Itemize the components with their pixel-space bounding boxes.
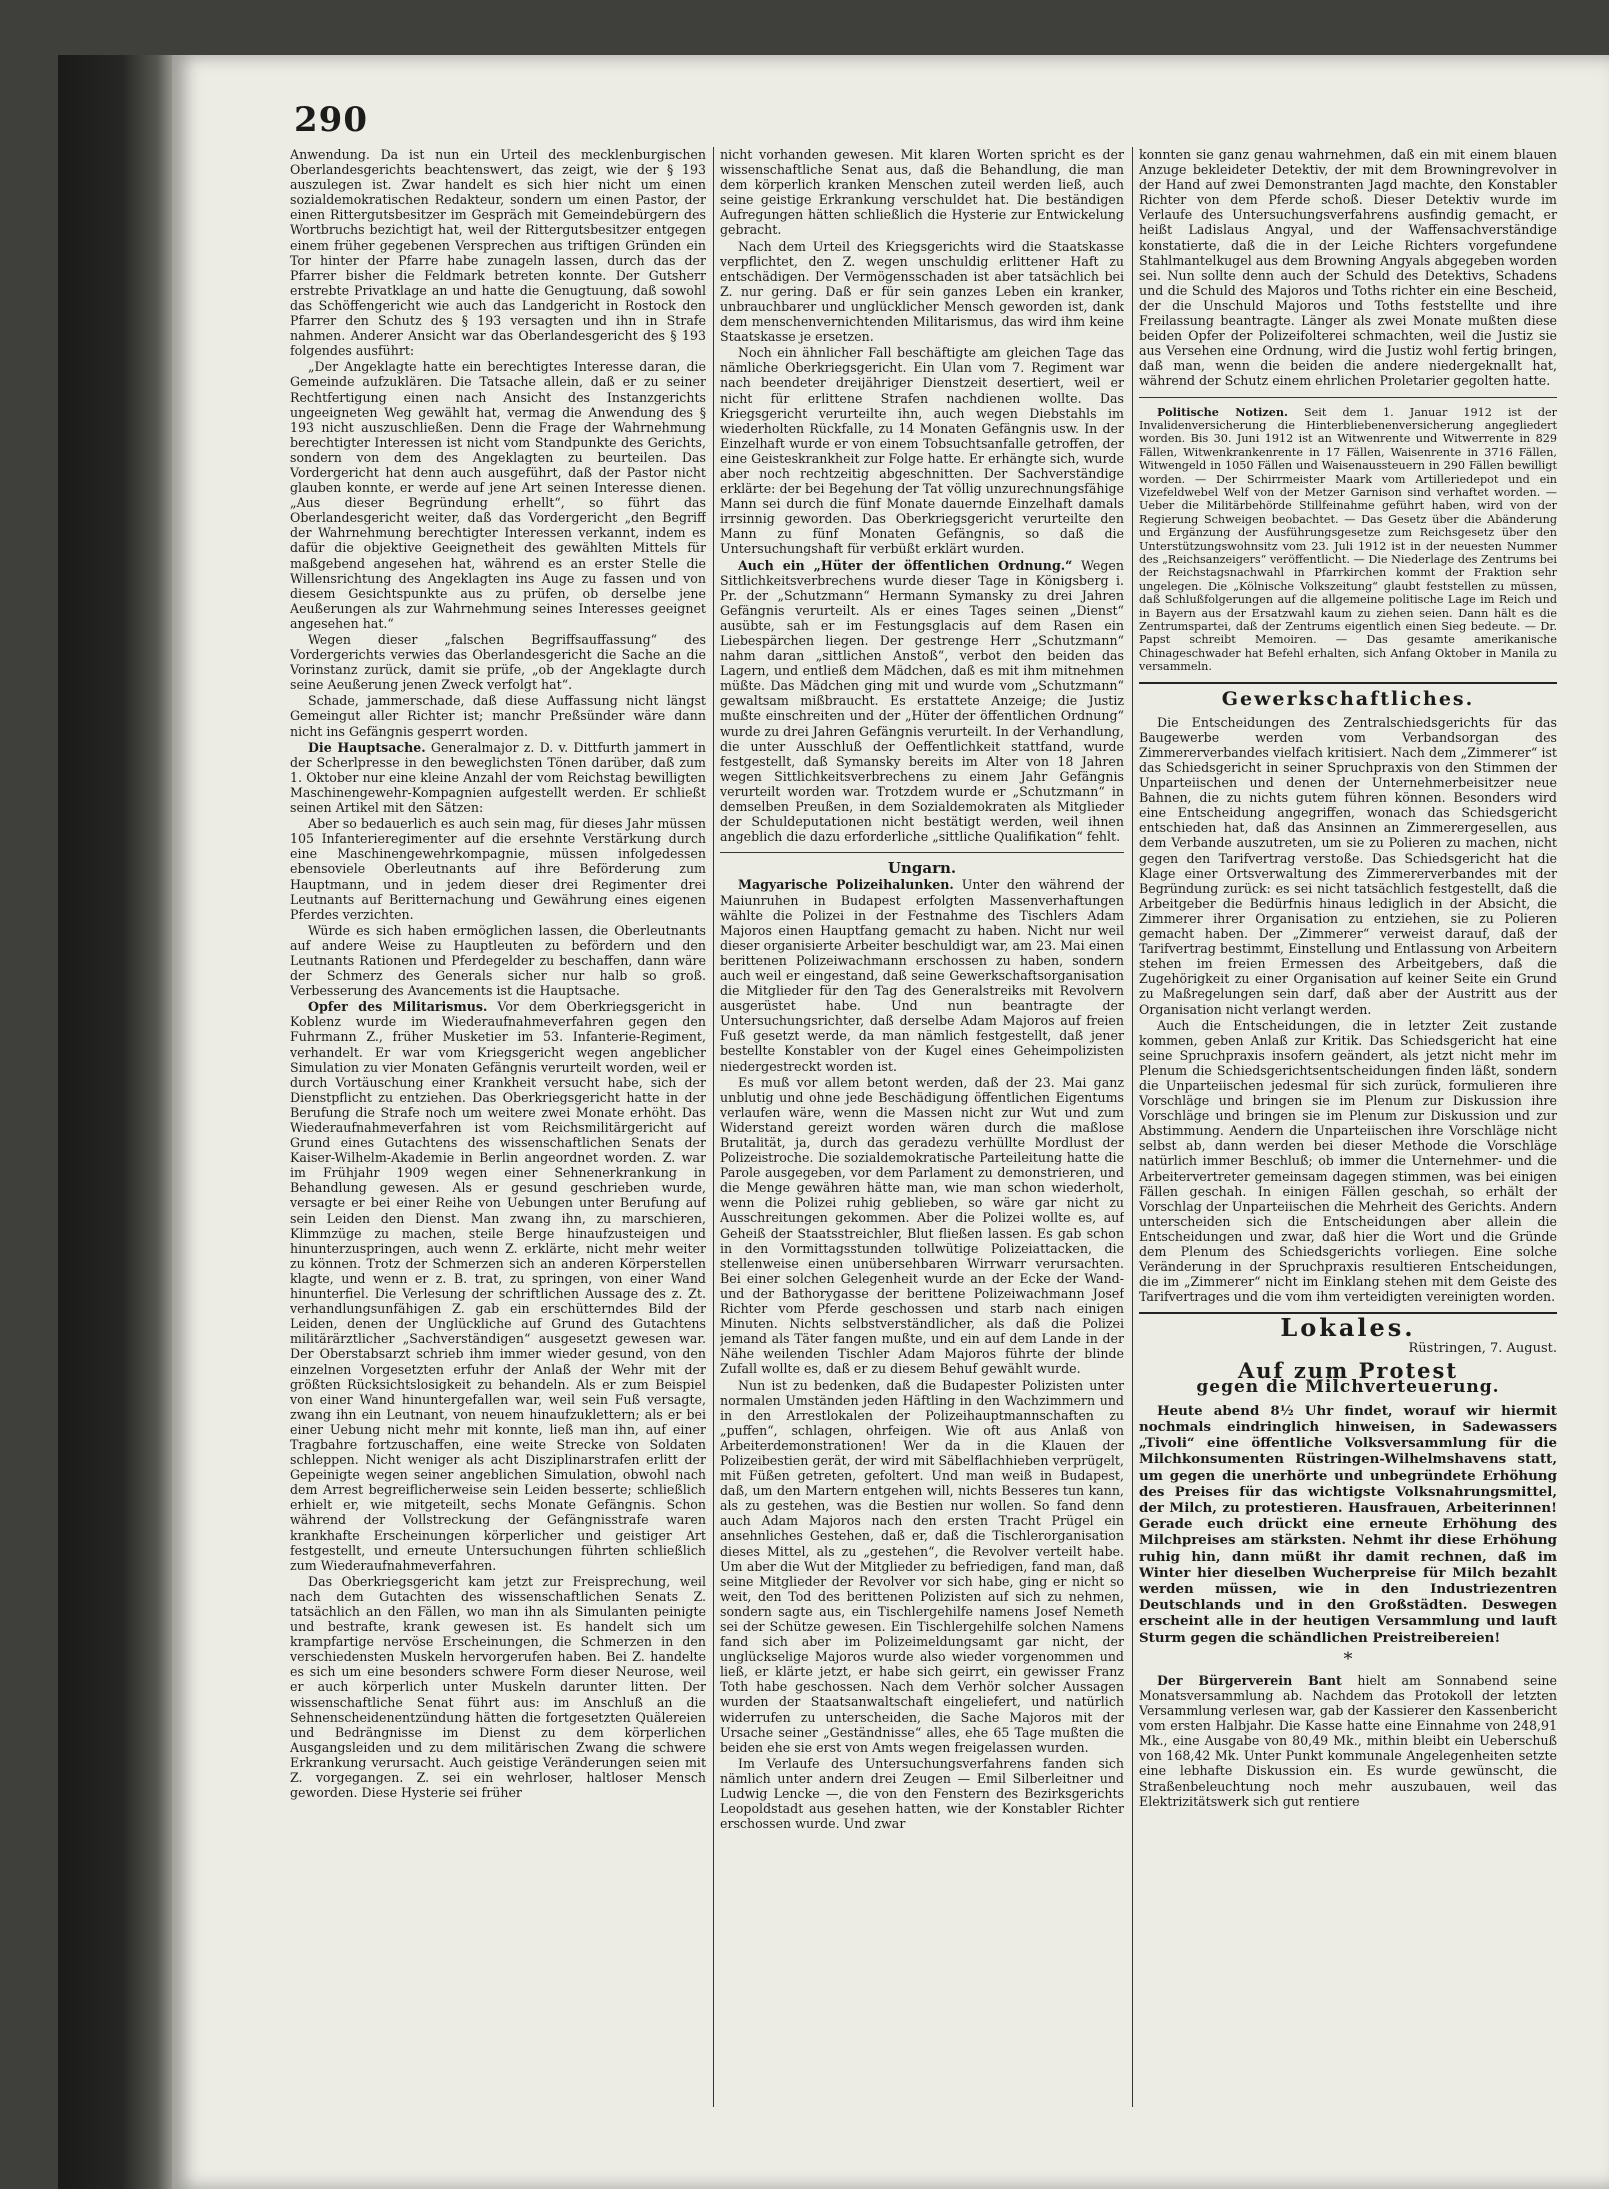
section-heading-ungarn: Ungarn. bbox=[887, 859, 957, 878]
section-rule bbox=[1139, 397, 1557, 398]
dateline: Rüstringen, 7. August. bbox=[1408, 1341, 1557, 1357]
article-lead: Auch ein „Hüter der öffentlichen Ordnung.“ bbox=[738, 557, 1073, 573]
separator-star: * bbox=[1343, 1648, 1353, 1670]
protest-subheadline: gegen die Milchverteuerung. bbox=[1196, 1376, 1500, 1397]
paragraph: Nach dem Urteil des Kriegsgerichts wird die Staatskasse verpflichtet, den Z. wegen unschuldig erlittener Haft zu entschädigen. Der Vermögensschaden ist aber tatsächlich bei Z. nur gering. Daß er für sein ganzes Leben ein kranker, unbrauchbarer und unglücklicher Mensch geworden ist, dank dem menschenvernichtenden Militarismus, das wird ihm keine Staatskasse je ersetzen. bbox=[720, 238, 1124, 345]
column-2 bbox=[720, 147, 1124, 2107]
paragraph: Noch ein ähnlicher Fall beschäftigte am gleichen Tage das nämliche Oberkriegsgericht. Ein Ulan vom 7. Regiment war nach beendeter dreijähriger Dienstzeit desertiert, weil er nicht für erlittene Strafen nachdienen wollte. Das Kriegsgericht verurteilte ihn, auch wegen Diebstahls im wiederholten Rückfalle, zu 14 Monaten Gefängnis usw. In der Einzelhaft wurde er von einem Tobsuchtsanfalle getroffen, der eine Geisteskrankheit zur Folge hatte. Er erhängte sich, wurde aber noch rechtzeitig abgeschnitten. Der Sachverständige erklärte: der bei Begehung der Tat völlig unzurechnungsfähige Mann sei durch die fünf Monate dauernde Einzelhaft damals irrsinnig geworden. Das Oberkriegsgericht verurteilte den Mann zu fünf Monaten Gefängnis, so daß die Untersuchungshaft für verbüßt erklärt wurden. bbox=[720, 345, 1124, 557]
column-divider-2 bbox=[1132, 147, 1133, 2107]
article-text: Vor dem Oberkriegsgericht in Koblenz wurde im Wiederaufnahmeverfahren gegen den Fuhrmann Z., früher Musketier im 53. Infanterie-Regiment, verhandelt. Er war vom Kriegsgericht wegen angeblicher Simulation zu vier Monaten Gefängnis verurteilt worden, weil er durch Vortäuschung einer Krankheit versucht habe, sich der Dienstpflicht zu entziehen. Das Oberkriegsgericht hatte in der Berufung die Strafe noch um weitere zwei Monate erhöht. Das Wiederaufnahmeverfahren ist vom Reichsmilitärgericht auf Grund eines Gutachtens des wissenschaftlichen Senats der Kaiser-Wilhelm-Akademie in Berlin angeordnet worden. Z. war im Frühjahr 1909 wegen einer Sehnenerkrankung in Behandlung gewesen. Als er gesund geschrieben wurde, versagte er bei einer Reihe von Uebungen unter Berufung auf sein Leiden den Dienst. Man zwang ihn, zu marschieren, Klimmzüge zu machen, steile Berge hinaufzusteigen und hinunterzuspringen, auch wenn Z. erklärte, nicht mehr weiter zu können. Trotz der Schmerzen sich an anderen Körperstellen klagte, und wenn er z. B. trat, zu springen, von einer Wand hinunterfiel. Die Verlesung der schriftlichen Aussage des z. Zt. verhandlungsunfähigen Z. gab ein erschütterndes Bild der Leiden, denen der Unglückliche auf Grund des Gutachtens militärärztlicher „Sachverständigen“ ausgesetzt gewesen war. Der Oberstabsarzt schrieb ihm immer wieder gesund, von den einzelnen Vorgesetzten erfuhr der Anlaß der Wehr mit der größten Rücksichtslosigkeit zu behandeln. Als er zum Beispiel von einer Wand hinuntergefallen war, weil sein Fuß versagte, zwang ihn ein Leutnant, von neuem hinaufzuklettern; als er bei einer Uebung nicht mehr mit konnte, ließ man ihn, auf einer Tragbahre fortzuschaffen, eine weite Strecke von Soldaten schleppen. Nicht weniger als acht Disziplinarstrafen erlitt der Gepeinigte wegen seiner angeblichen Simulation, obwohl nach dem Arrest begreiflicherweise sein Leiden besserte; schließlich erhielt er, wie mitgeteilt, sechs Monate Gefängnis. Schon während der Vollstreckung der Gefängnisstrafe waren krankhafte Erscheinungen körperlicher und geistiger Art festgestellt, und erneute Untersuchungen führten schließlich zum Wiederaufnahmeverfahren. bbox=[290, 999, 706, 1573]
paragraph: Aber so bedauerlich es auch sein mag, für dieses Jahr müssen 105 Infanterieregimenter auf die ersehnte Verstärkung durch eine Maschinengewehrkompagnie, müssen infolgedessen ebensoviele Oberleutnants auf ihre Beförderung zum Hauptmann, und in jedem dieser drei Regimenter drei Leutnants auf Beritternachung und Gewährung eines eigenen Pferdes verzichten. bbox=[290, 816, 706, 922]
article-text: Seit dem 1. Januar 1912 ist der Invalidenversicherung die Hinterbliebenenversicherung angegliedert worden. Bis 30. Juni 1912 ist an Witwenrente und Witwerrente in 829 Fällen, Witwenkrankenrente in 17 Fällen, Waisenrente in 3716 Fällen, Witwengeld in 1050 Fällen und Waisenaussteuern in 290 Fällen bewilligt worden. — Der Schirrmeister Maark vom Artilleriedepot und ein Vizefeldwebel Welf von der Metzer Garnison sind verhaftet worden. — Ueber die Militärbehörde Stillfeinahme geführt haben, wird von der Regierung Schweigen beobachtet. — Das Gesetz über die Abänderung und Ergänzung der Ausführungsgesetze zum Reichsgesetz über den Unterstützungswohnsitz vom 23. Juli 1912 ist in der neuesten Nummer des „Reichsanzeigers“ veröffentlicht. — Die Niederlage des Zentrums bei der Reichstagsnachwahl in Pfarrkirchen kommt der Fraktion sehr ungelegen. Die „Kölnische Volkszeitung“ glaubt feststellen zu müssen, daß Schlußfolgerungen auf die allgemeine politische Lage im Reich und in Bayern aus der Ersatzwahl kaum zu ziehen seien. Dann hält es die Zentrumspartei, daß der Zentrums eigentlich einen Sieg bedeute. — Dr. Papst schreibt Memoiren. — Das gesamte amerikanische Chinageschwader hat Befehl erhalten, sich Anfang Oktober in Manila zu versammeln. bbox=[1139, 405, 1557, 674]
article-notizen bbox=[1139, 406, 1557, 674]
book-spine bbox=[58, 55, 174, 2189]
article-opfer bbox=[290, 999, 706, 1573]
article-buergerverein bbox=[1139, 1673, 1557, 1809]
paragraph: Wegen dieser „falschen Begriffsauffassung“ des Vordergerichts verwies das Oberlandesgericht die Sache an die Vorinstanz zurück, damit sie prüfe, „ob der Angeklagte durch seine Aeußerung jenen Zweck verfolgt hat“. bbox=[290, 632, 706, 693]
article-polizei bbox=[720, 877, 1124, 1073]
column-divider-1 bbox=[713, 147, 714, 2107]
page-number: 290 bbox=[294, 100, 368, 140]
paragraph: Auch die Entscheidungen, die in letzter Zeit zustande kommen, geben Anlaß zur Kritik. Das Schiedsgericht hat eine seine Spruchpraxis insofern geändert, als jetzt nicht mehr im Plenum die Schiedsgerichtsentscheidungen finden läßt, sondern die Unparteiischen jedesmal für sich zurück, formulieren ihre Vorschläge und bringen sie im Plenum zur Diskussion ihre Vorschläge und bringen sie im Plenum zur Diskussion und zur Abstimmung. Aendern die Unparteiischen ihre Vorschläge nicht selbst ab, dann werden bei dieser Methode die Vorschläge natürlich immer Beschluß; ob immer die Unternehmer- und die Arbeitervertreter gemeinsam dagegen stimmen, was bei einigen Fällen geschah. In einigen Fällen geschah, so erhält der Vorschlag der Unparteiischen die Mehrheit des Gerichts. Andern unterscheiden sich die Entscheidungen aber allein die Entscheidungen und zwar, daß hier die Wort und die Gründe dem Plenum des Schiedsgerichts vorliegen. Eine solche Veränderung in der Spruchpraxis resultieren Entscheidungen, die im „Zimmerer“ nicht im Einklang stehen mit dem Geiste des Tarifvertrages und die vom ihm verteidigten vereinigten worden. bbox=[1139, 1017, 1557, 1305]
paragraph: „Der Angeklagte hatte ein berechtigtes Interesse daran, die Gemeinde aufzuklären. Die Tatsache allein, daß er zu seiner Rechtfertigung einen nach Ansicht des Instanzgerichts ungeeigneten Weg gewählt hat, vermag die Anwendung des § 193 nicht auszuschließen. Denn die Frage der Wahrnehmung berechtigter Interessen ist nicht vom Standpunkte des Gerichts, sondern von dem des Angeklagten zu beurteilen. Das Vordergericht hat denn auch ausgeführt, daß der Pastor nicht glauben konnte, er werde auf jene Art seinen Interesse dienen. „Aus dieser Begründung erhellt“, so führt das Oberlandesgericht weiter, daß das Vordergericht „den Begriff der Wahrnehmung berechtigter Interessen verkannt, indem es dafür die objektive Geeignetheit des gewählten Mittels für maßgebend angesehen hat, während es an erster Stelle die Willensrichtung des Angeklagten ins Auge zu fassen und von diesem Gesichtspunkte aus zu prüfen, ob derselbe jene Aeußerungen als zur Wahrnehmung seines Interesses geeignet angesehen hat.“ bbox=[290, 359, 706, 631]
paragraph: Würde es sich haben ermöglichen lassen, die Oberleutnants auf andere Weise zu Hauptleuten zu befördern und den Leutnants Rationen und Pferdegelder zu beschaffen, dann wäre der Schmerz des Generals sicher nur halb so groß. Verbesserung des Avancements ist die Hauptsache. bbox=[290, 922, 706, 999]
section-heading-lokales: Lokales. bbox=[1280, 1313, 1416, 1343]
paragraph: Das Oberkriegsgericht kam jetzt zur Freisprechung, weil nach dem Gutachten des wissenschaftlichen Senats Z. tatsächlich an den Fällen, wo man ihn als Simulanten peinigte und bestrafte, krank gewesen ist. Es handelt sich um krampfartige nervöse Erscheinungen, die Schmerzen in den verschiedensten Muskeln hervorgerufen haben. Bei Z. handelte es sich um eine besonders schwere Form dieser Neurose, weil er auch körperlich unter Muskeln darunter litten. Der wissenschaftliche Senat führt aus: im Anschluß an die Sehnenscheidenentzündung hätten die fortgesetzten Quälereien und Bedrängnisse im Dienst zu dem körperlichen Ausgangsleiden und zu dem militärischen Zwang die schwere Erkrankung verursacht. Auch geistige Veränderungen seien mit Z. vorgegangen. Z. sei ein wehrloser, haltloser Mensch geworden. Diese Hysterie sei früher bbox=[290, 1573, 706, 1801]
article-text: Generalmajor z. D. v. Dittfurth jammert in der Scherlpresse in den beweglichsten Tönen darüber, daß zum 1. Oktober nur eine kleine Anzahl der vom Reichstag bewilligten Maschinengewehr-Kompagnien aufgestellt werden. Er schließt seinen Artikel mit den Sätzen: bbox=[290, 739, 706, 816]
newspaper-page bbox=[172, 55, 1609, 2189]
paragraph: konnten sie ganz genau wahrnehmen, daß ein mit einem blauen Anzuge bekleideter Detektiv, der mit dem Browningrevolver in der Hand auf zwei Demonstranten Jagd machte, den Konstabler Richter von dem Pferde schoß. Dieser Detektiv wurde im Verlaufe des Untersuchungsverfahrens ausfindig gemacht, er heißt Ladislaus Angyal, und der Waffensachverständige konstatierte, daß die in der Leiche Richters vorgefundene Stahlmantelkugel aus dem Browning Angyals abgegeben worden sei. Nun sollte denn auch der Schuld des Detektivs, Schadens und die Schuld des Majoros und Toths richter ein eine Bescheid, der die Unschuld Majoros und Toths feststellte und ihre Freilassung beantragte. Länger als zwei Monate mußten diese beiden Opfer der Polizeifolterei schmachten, weil die Justiz sie aus Versehen eine Ordnung, wird die Justiz wohl fertig bringen, daß man, wenn die beiden die andere niedergeknallt hat, während der Schutz einem ehrlichen Proletarier gegolten hatte. bbox=[1139, 147, 1557, 389]
paragraph: Nun ist zu bedenken, daß die Budapester Polizisten unter normalen Umständen jeden Häftling in den Wachzimmern und in den Arrestlokalen der Polizeihauptmannschaften zu „puffen“, schlagen, ohrfeigen. Wie oft aus Anlaß von Arbeiterdemonstrationen! Wer da in die Klauen der Polizeibestien gerät, der wird mit Säbelflachhieben verprügelt, mit Füßen getreten, gefoltert. Und man weiß in Budapest, daß, um den Martern entgehen will, nichts Besseres tun kann, als zu gestehen, was die Bestien nur wollen. So fand denn auch Adam Majoros nach den ersten Tracht Prügel ein ansehnliches Gestehen, daß er, daß die Tischlerorganisation dieses Mittel, als zu „gestehen“, die Revolver verteilt habe. Um aber die Wut der Mitglieder zu befriedigen, fand man, daß seine Mitglieder der Revolver vor sich habe, ging er nicht so weit, den Tod des berittenen Polizisten auf sich zu nehmen, sondern sagte aus, ein Tischlergehilfe namens Josef Nemeth sei der Schütze gewesen. Ein Tischlergehilfe solchen Namens fand sich aber im Polizeimeldungsamt gar nicht, der unglückselige Majoros wurde also wieder vorgenommen und ließ, er klärte jetzt, er habe sich geirrt, ein gewisser Franz Toth habe geschossen. Nach dem Verhör solcher Aussagen wurden der Staatsanwaltschaft eingeliefert, und natürlich widerrufen zu unterscheiden, die Sache Majoros mit der Ursache seiner „Geständnisse“ alles, ehe 65 Tage mußten die beiden ehe sie erst von Amts wegen freigelassen wurden. bbox=[720, 1377, 1124, 1755]
paragraph: Die Entscheidungen des Zentralschiedsgerichts für das Baugewerbe werden vom Verbandsorgan des Zimmererverbandes vielfach kritisiert. Nach dem „Zimmerer“ ist das Schiedsgericht in seiner Spruchpraxis von den Stimmen der Unparteiischen und denen der Unternehmerbeisitzer neue Bahnen, die zu nichts gutem führen können. Besonders wird eine Entscheidung angegriffen, wonach das Schiedsgericht entschieden hat, daß das Ansinnen an Zimmerergesellen, aus dem Verbande auszutreten, um sie zu Polieren zu machen, nicht gegen den Tarifvertrag verstoße. Das Schiedsgericht hat die Klage einer Ortsverwaltung des Zimmererverbandes mit der Begründung zurück: es sei nicht tatsächlich festgestellt, daß die Arbeitgeber die Bedürfnis hinaus lediglich in der Absicht, die Zimmerer ihrer Organisation zu entziehen, sie zu Polieren gemacht haben. Der „Zimmerer“ verweist darauf, daß der Tarifvertrag bestimmt, Einstellung und Entlassung von Arbeitern stehen im freien Ermessen des Arbeitgebers, daß die Zugehörigkeit zu einer Organisation auf keiner Seite ein Grund zu Maßregelungen sein darf, daß aber der Austritt aus der Organisation nicht verlangt werden. bbox=[1139, 714, 1557, 1017]
section-rule bbox=[720, 852, 1124, 853]
paragraph: Im Verlaufe des Untersuchungsverfahrens fanden sich nämlich unter andern drei Zeugen — Emil Silberleitner und Ludwig Lencke —, die von den Fenstern des Bezirksgerichts Leopoldstadt aus gesehen hatten, wie der Konstabler Richter erschossen wurde. Und zwar bbox=[720, 1755, 1124, 1832]
section-heading-gewerkschaftliches: Gewerkschaftliches. bbox=[1221, 687, 1475, 710]
article-lead: Opfer des Militarismus. bbox=[308, 999, 488, 1015]
protest-article bbox=[1139, 1403, 1557, 1646]
article-hueter bbox=[720, 558, 1124, 845]
paragraph: Schade, jammerschade, daß diese Auffassung nicht längst Gemeingut aller Richter ist; manchr Preßsünder wäre dann nicht ins Gefängnis gesperrt worden. bbox=[290, 693, 706, 739]
column-1 bbox=[290, 147, 706, 2107]
column-3 bbox=[1139, 147, 1557, 2107]
paragraph: Es muß vor allem betont werden, daß der 23. Mai ganz unblutig und ohne jede Beschädigung öffentlichen Eigentums verlaufen wäre, wenn die Massen nicht zur Wut und zum Widerstand gereizt worden wären durch die maßlose Brutalität, ja, durch das geradezu verhüllte Mordlust der Polizeistroche. Die sozialdemokratische Parteileitung hatte die Parole ausgegeben, vor dem Parlament zu demonstrieren, und die Menge gewähren hätte man, wie man schon wiederholt, wenn die Polizei ruhig geblieben, so wäre gar nicht zu Ausschreitungen gekommen. Aber die Polizei wollte es, auf Geheiß der Staatsstreichler, Blut fließen lassen. Es gab schon in den Vormittagsstunden tollwütige Polizeiattacken, die stellenweise einen unübersehbaren Wirrwarr verursachten. Bei einer solchen Gelegenheit wurde an der Ecke der Wand- und der Bathorygasse der berittene Polizeiwachmann Josef Richter vom Pferde geschossen und starb nach einigen Minuten. Nichts selbstverständlicher, als daß die Polizei jemand als Täter fangen mußte, und ein auf dem Lande in der Nähe weilenden Tischler Adam Majoros führte der blinde Zufall wollte es, daß er zu diesem Behuf gewählt wurde. bbox=[720, 1074, 1124, 1377]
article-hauptsache bbox=[290, 740, 706, 815]
article-text: Wegen Sittlichkeitsverbrechens wurde dieser Tage in Königsberg i. Pr. der „Schutzmann“ Hermann Symansky zu drei Jahren Gefängnis verurteilt. Als er eines Tages seinen „Dienst“ ausübte, sah er im Festungsglacis auf dem Rasen ein Liebespärchen liegen. Der gestrenge Herr „Schutzmann“ nahm daran „sittlichen Anstoß“, verbot den beiden das Lagern, und entließ dem Mädchen, daß es mit ihm mitnehmen müßte. Das Mädchen ging mit und wurde vom „Schutzmann“ gewaltsam mißbraucht. Es erstattete Anzeige; die Justiz mußte einschreiten und der „Hüter der öffentlichen Ordnung“ wurde zu drei Jahren Gefängnis verurteilt. In der Verhandlung, die unter Ausschluß der Oeffentlichkeit stattfand, wurde festgestellt, daß Symansky bereits im Alter von 18 Jahren wegen Sittlichkeitsverbrechens zu einem Jahr Gefängnis verurteilt worden war. Trotzdem wurde er „Schutzmann“ in demselben Preußen, in dem Sozialdemokraten als Mitglieder der Schuldeputationen nicht bestätigt werden, weil ihnen angeblich die dazu erforderliche „sittliche Qualifikation“ fehlt. bbox=[720, 557, 1124, 845]
political-notes bbox=[1139, 406, 1557, 674]
article-lead: Politische Notizen. bbox=[1157, 404, 1288, 419]
article-lead: Die Hauptsache. bbox=[308, 739, 426, 755]
paragraph: Anwendung. Da ist nun ein Urteil des mecklenburgischen Oberlandesgerichts beachtenswert, das zeigt, wie der § 193 auszulegen ist. Zwar handelt es sich hier nicht um einen sozialdemokratischen Redakteur, sondern um einen Pastor, der einen Rittergutsbesitzer im Gespräch mit Gemeindebürgern des Wortbruchs bezichtigt hat, weil der Rittergutsbesitzer entgegen einem früher gegebenen Versprechen aus triftigen Gründen ein Tor hinter der Pfarre habe zunageln lassen, durch das der Pfarrer bisher die Feldmark betreten konnte. Der Gutsherr erstrebte Privatklage an und hatte die Genugtuung, daß sowohl das Schöffengericht wie auch das Landgericht in Rostock den Pfarrer den Schutz des § 193 versagten und ihn in Strafe nahmen. Anderer Ansicht war das Oberlandesgericht des § 193 folgendes ausführt: bbox=[290, 147, 706, 359]
article-lead: Magyarische Polizeihalunken. bbox=[738, 877, 954, 893]
paragraph: Heute abend 8½ Uhr findet, worauf wir hiermit nochmals eindringlich hinweisen, in Sadewassers „Tivoli“ eine öffentliche Volksversammlung für die Milchkonsumenten Rüstringen-Wilhelmshavens statt, um gegen die unerhörte und unbegründete Erhöhung des Preises für das wichtigste Volksnahrungsmittel, der Milch, zu protestieren. Hausfrauen, Arbeiterinnen! Gerade euch drückt eine erneute Erhöhung des Milchpreises am stärksten. Nehmt ihr diese Erhöhung ruhig hin, dann müßt ihr damit rechnen, daß im Winter hier dieselben Wucherpreise für Milch bezahlt werden müssen, wie in den Industriezentren Deutschlands und in den Großstädten. Deswegen erscheint alle in der heutigen Versammlung und lauft Sturm gegen die schändlichen Preistreibereien! bbox=[1139, 1402, 1557, 1646]
article-text: hielt am Sonnabend seine Monatsversammlung ab. Nachdem das Protokoll der letzten Versammlung verlesen war, gab der Kassierer den Kassenbericht vom ersten Halbjahr. Die Kasse hatte eine Einnahme von 248,91 Mk., eine Ausgabe von 80,49 Mk., mithin bleibt ein Ueberschuß von 168,42 Mk. Unter Punkt kommunale Angelegenheiten setzte eine lebhafte Diskussion ein. Es wurde gewünscht, die Straßenbeleuchtung noch mehr auszubauen, weil das Elektrizitätswerk sich gut rentiere bbox=[1139, 1672, 1557, 1809]
article-lead: Der Bürgerverein Bant bbox=[1157, 1672, 1342, 1688]
article-text: Unter den während der Maiunruhen in Budapest erfolgten Massenverhaftungen wählte die Polizei in der Festnahme des Tischlers Adam Majoros einen Hauptfang gemacht zu haben. Nicht nur weil dieser organisierte Arbeiter beschuldigt war, am 23. Mai einen berittenen Polizeiwachmann erschossen zu haben, sondern auch weil er eingestand, daß seine Gewerkschaftsorganisation die Mitglieder für den Tag des Generalstreiks mit Revolvern ausgerüstet habe. Und nun beantragte der Untersuchungsrichter, daß derselbe Adam Majoros auf freien Fuß gesetzt werde, da man nämlich festgestellt, daß jener bestellte Konstabler von der Kugel eines Geheimpolizisten niedergestreckt worden ist. bbox=[720, 877, 1124, 1074]
protest-headline: Auf zum Protest bbox=[1237, 1357, 1459, 1383]
section-rule bbox=[1139, 682, 1557, 684]
paragraph: nicht vorhanden gewesen. Mit klaren Worten spricht es der wissenschaftliche Senat aus, daß die Behandlung, die man dem körperlich kranken Menschen zuteil werden ließ, auch seine geistige Erkrankung verschuldet hat. Die beständigen Aufregungen hätten schließlich die Hysterie zur Entwickelung gebracht. bbox=[720, 147, 1124, 238]
